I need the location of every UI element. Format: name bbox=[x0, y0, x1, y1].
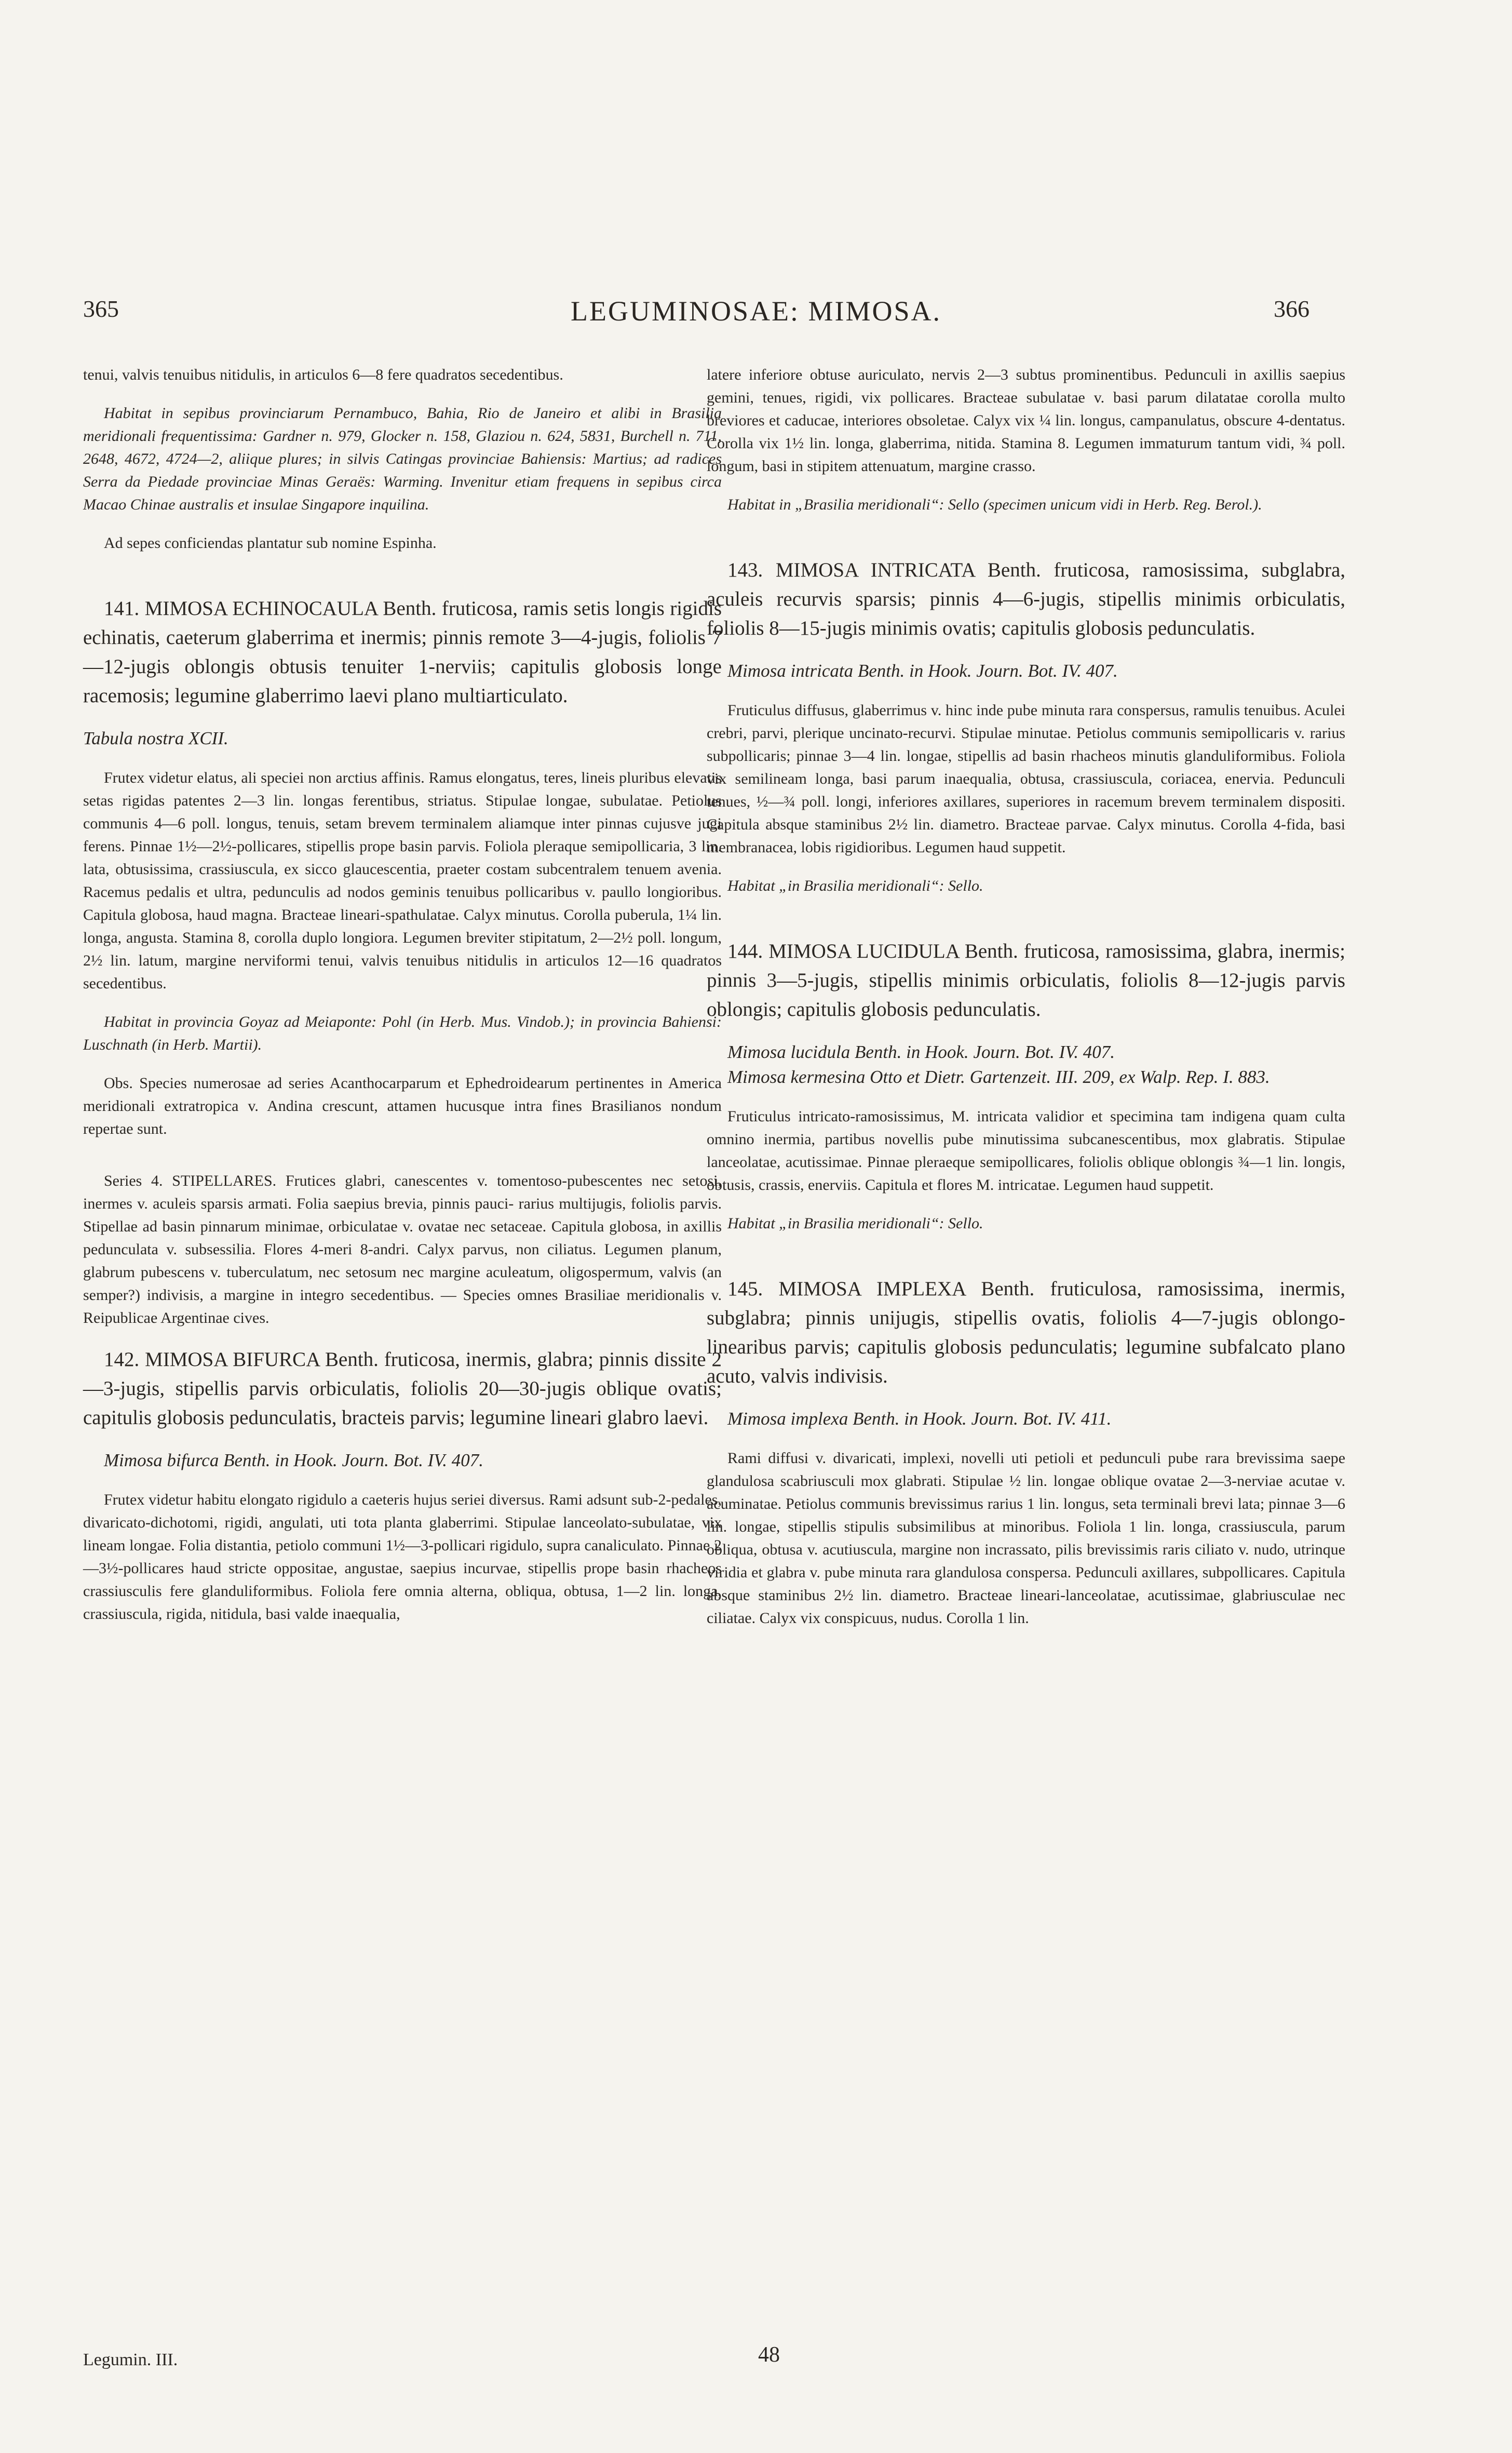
species-143-heading: 143. MIMOSA INTRICATA Benth. fruticosa, ramosissima, subglabra, aculeis recurvis sparsis; pinnis 4—6-jugis, stipellis minimis orbiculatis, foliolis 8—15-jugis minimis ovatis; capitulis globosis pedunculatis. bbox=[707, 559, 1345, 639]
species-142-habitat: Habitat in „Brasilia meridionali“: Sello (specimen unicum vidi in Herb. Reg. Berol.). bbox=[727, 496, 1262, 513]
species-141-description: Frutex videtur elatus, ali speciei non arctius affinis. Ramus elongatus, teres, lineis pluribus elevatis setas rigidas patentes 2—3 lin. longas ferentibus, striatus. Stipulae longae, subulatae. Petiolus communis 4—6 poll. longus, tenuis, setam brevem terminalem aliamque inter pinnas cujusve jugi ferens. Pinnae 1½—2½-pollicares, stipellis prope basin parvis. Foliola pleraque semipollicaria, 3 lin. lata, obtusissima, crassiuscula, ex sicco glaucescentia, praeter costam subcentralem tenuem avenia. Racemus pedalis et ultra, pedunculis ad nodos geminis tenuibus pollicaribus v. paullo longioribus. Capitula globosa, haud magna. Bracteae lineari-spathulatae. Calyx minutus. Corolla puberula, 1¼ lin. longa, angusta. Stamina 8, corolla duplo longiora. Legumen breviter stipitatum, 2—2½ poll. longum, 2½ lin. latum, margine nerviformi tenui, valvis tenuibus nitidulis in articulos 12—16 quadratos secedentibus. bbox=[83, 769, 722, 992]
species-141-plate: Tabula nostra XCII. bbox=[83, 728, 228, 748]
habitat-paragraph: Habitat in sepibus provinciarum Pernambuco, Bahia, Rio de Janeiro et alibi in Brasilia meridionali frequentissima: Gardner n. 979, Glocker n. 158, Glaziou n. 624, 5831, Burchell n. 711, 2648, 4672, 4724—2, aliique plures; in silvis Catingas provinciae Bahiensis: Martius; ad radices Serra da Piedade provinciae Minas Geraës: Warming. Invenitur etiam frequens in sepibus circa Macao Chinae australis et insulae Singapore inquilina. bbox=[83, 405, 722, 513]
species-144-heading: 144. MIMOSA LUCIDULA Benth. fruticosa, ramosissima, glabra, inermis; pinnis 3—5-jugis, stipellis minimis orbiculatis, foliolis 8—12-jugis parvis oblongis; capitulis globosis pedunculatis. bbox=[707, 940, 1345, 1021]
page-number-right: 366 bbox=[1274, 296, 1310, 322]
species-144-reference-1: Mimosa lucidula Benth. in Hook. Journ. Bot. IV. 407. bbox=[727, 1042, 1115, 1062]
species-141-habitat: Habitat in provincia Goyaz ad Meiaponte: Pohl (in Herb. Mus. Vindob.); in provincia Bahiensi: Luschnath (in Herb. Martii). bbox=[83, 1013, 722, 1053]
species-144-reference-2: Mimosa kermesina Otto et Dietr. Gartenzeit. III. 209, ex Walp. Rep. I. 883. bbox=[727, 1067, 1270, 1087]
sheet-number: 48 bbox=[758, 2343, 780, 2367]
species-143-reference: Mimosa intricata Benth. in Hook. Journ. Bot. IV. 407. bbox=[727, 661, 1118, 681]
species-143-habitat: Habitat „in Brasilia meridionali“: Sello. bbox=[727, 877, 983, 894]
continued-paragraph: tenui, valvis tenuibus nitidulis, in articulos 6—8 fere quadratos secedentibus. bbox=[83, 366, 563, 383]
left-column bbox=[83, 364, 722, 1626]
species-142-heading: 142. MIMOSA BIFURCA Benth. fruticosa, inermis, glabra; pinnis dissite 2—3-jugis, stipellis parvis orbiculatis, foliolis 20—30-jugis oblique ovatis; capitulis globosis pedunculatis, bracteis parvis; legumine lineari glabro laevi. bbox=[83, 1348, 722, 1429]
species-145-reference: Mimosa implexa Benth. in Hook. Journ. Bot. IV. 411. bbox=[727, 1409, 1112, 1429]
series-4-description: Series 4. STIPELLARES. Frutices glabri, canescentes v. tomentoso-pubescentes nec setosi, inermes v. aculeis sparsis armati. Folia saepius brevia, pinnis pauci- rarius multijugis, foliolis parvis. Stipellae ad basin pinnarum minimae, orbiculatae v. ovatae nec setaceae. Capitula globosa, in axillis pedunculata v. subsessilia. Flores 4-meri 8-andri. Calyx parvus, non ciliatus. Legumen planum, glabrum pubescens v. tuberculatum, nec setosum nec margine aculeatum, oligospermum, valvis (an semper?) indivisis, a margine in integro secedentibus. — Species omnes Brasiliae meridionalis v. Reipublicae Argentinae cives. bbox=[83, 1172, 722, 1326]
species-145-description: Rami diffusi v. divaricati, implexi, novelli uti petioli et pedunculi pube rara brevissima saepe glandulosa scabriusculi mox glabrati. Stipulae ½ lin. longae oblique ovatae 2—3-nerviae acutae v. acuminatae. Petiolus communis brevissimus rarius 1 lin. longus, seta terminali brevi lata; pinnae 3—6 lin. longae, stipellis stipulis subsimilibus at minoribus. Foliola 1 lin. longa, crassiuscula, parum obliqua, obtusa v. acutiuscula, margine non incrassato, pilis brevissimis raris ciliato v. nudo, utrinque viridia et glabra v. pube minuta rara glandulosa conspersa. Pedunculi axillares, subpollicares. Capitula absque staminibus 2½ lin. diametro. Bracteae lineari-lanceolatae, acutissimae, glabriusculae nec ciliatae. Calyx vix conspicuus, nudus. Corolla 1 lin. bbox=[707, 1450, 1345, 1627]
species-142-reference: Mimosa bifurca Benth. in Hook. Journ. Bot. IV. 407. bbox=[104, 1450, 484, 1470]
note-paragraph: Ad sepes conficiendas plantatur sub nomine Espinha. bbox=[104, 534, 437, 552]
page-number-left: 365 bbox=[83, 296, 119, 322]
right-column bbox=[707, 364, 1345, 1630]
continued-description: latere inferiore obtuse auriculato, nervis 2—3 subtus prominentibus. Pedunculi in axillis saepius gemini, tenues, rigidi, vix pollicares. Bracteae subulatae v. basi parum dilatatae corolla multo breviores et caducae, interiores obsoletae. Calyx vix ¼ lin. longus, campanulatus, obscure 4-dentatus. Corolla vix 1½ lin. longa, glaberrima, nitida. Stamina 8. Legumen immaturum tantum vidi, ¾ poll. longum, basi in stipitem attenuatum, margine crasso. bbox=[707, 366, 1345, 475]
signature-mark: Legumin. III. bbox=[83, 2350, 178, 2369]
species-141-observation: Obs. Species numerosae ad series Acanthocarparum et Ephedroidearum pertinentes in America meridionali extratropica v. Andina crescunt, attamen hucusque intra fines Brasilianos nondum repertae sunt. bbox=[83, 1075, 722, 1137]
species-144-habitat: Habitat „in Brasilia meridionali“: Sello. bbox=[727, 1215, 983, 1232]
species-145-heading: 145. MIMOSA IMPLEXA Benth. fruticulosa, ramosissima, inermis, subglabra; pinnis unijugis, stipellis ovatis, foliolis 4—7-jugis oblongo-linearibus parvis; capitulis globosis pedunculatis; legumine subfalcato plano acuto, valvis indivisis. bbox=[707, 1278, 1345, 1387]
species-143-description: Fruticulus diffusus, glaberrimus v. hinc inde pube minuta rara conspersus, ramulis tenuibus. Aculei crebri, parvi, plerique uncinato-recurvi. Stipulae minutae. Petiolus communis semipollicaris v. rarius subpollicaris; pinnae 3—4 lin. longae, stipellis ad basin rhacheos minutis glanduliformibus. Foliola vix semilineam longa, basi parum inaequalia, obtusa, crassiuscula, coriacea, enervia. Pedunculi tenues, ½—¾ poll. longi, inferiores axillares, superiores in racemum brevem terminalem dispositi. Capitula absque staminibus 2½ lin. diametro. Bracteae parvae. Calyx minutus. Corolla 4-fida, basi membranacea, lobis rigidioribus. Legumen haud suppetit. bbox=[707, 702, 1345, 856]
species-142-description: Frutex videtur habitu elongato rigidulo a caeteris hujus seriei diversus. Rami adsunt sub-2-pedales, divaricato-dichotomi, rigidi, angulati, uti tota planta glaberrimi. Stipulae lanceolato-subulatae, vix lineam longae. Folia distantia, petiolo communi 1½—3-pollicari rigidulo, supra canaliculato. Pinnae 2—3½-pollicares haud stricte oppositae, angustae, saepius incurvae, stipellis prope basin rhacheos crassiusculis fere glanduliformibus. Foliola fere omnia alterna, obliqua, obtusa, 1—2 lin. longa, crassiuscula, rigida, nitidula, basi valde inaequalia, bbox=[83, 1491, 722, 1623]
species-144-description: Fruticulus intricato-ramosissimus, M. intricata validior et specimina tam indigena quam culta omnino inermia, partibus novellis pube minutissima subcanescentibus, mox glabratis. Stipulae lanceolatae, acutissimae. Pinnae pleraeque semipollicares, foliolis oblique oblongis ¾—1 lin. longis, obtusis, crassis, enerviis. Capitula et flores M. intricatae. Legumen haud suppetit. bbox=[707, 1108, 1345, 1194]
species-141-heading: 141. MIMOSA ECHINOCAULA Benth. fruticosa, ramis setis longis rigidis echinatis, caeterum glaberrima et inermis; pinnis remote 3—4-jugis, foliolis 7—12-jugis oblongis obtusis tenuiter 1-nerviis; capitulis globosis longe racemosis; legumine glaberrimo laevi plano multiarticulato. bbox=[83, 597, 722, 707]
running-title: LEGUMINOSAE: MIMOSA. bbox=[570, 296, 941, 327]
page-header bbox=[0, 295, 1512, 347]
